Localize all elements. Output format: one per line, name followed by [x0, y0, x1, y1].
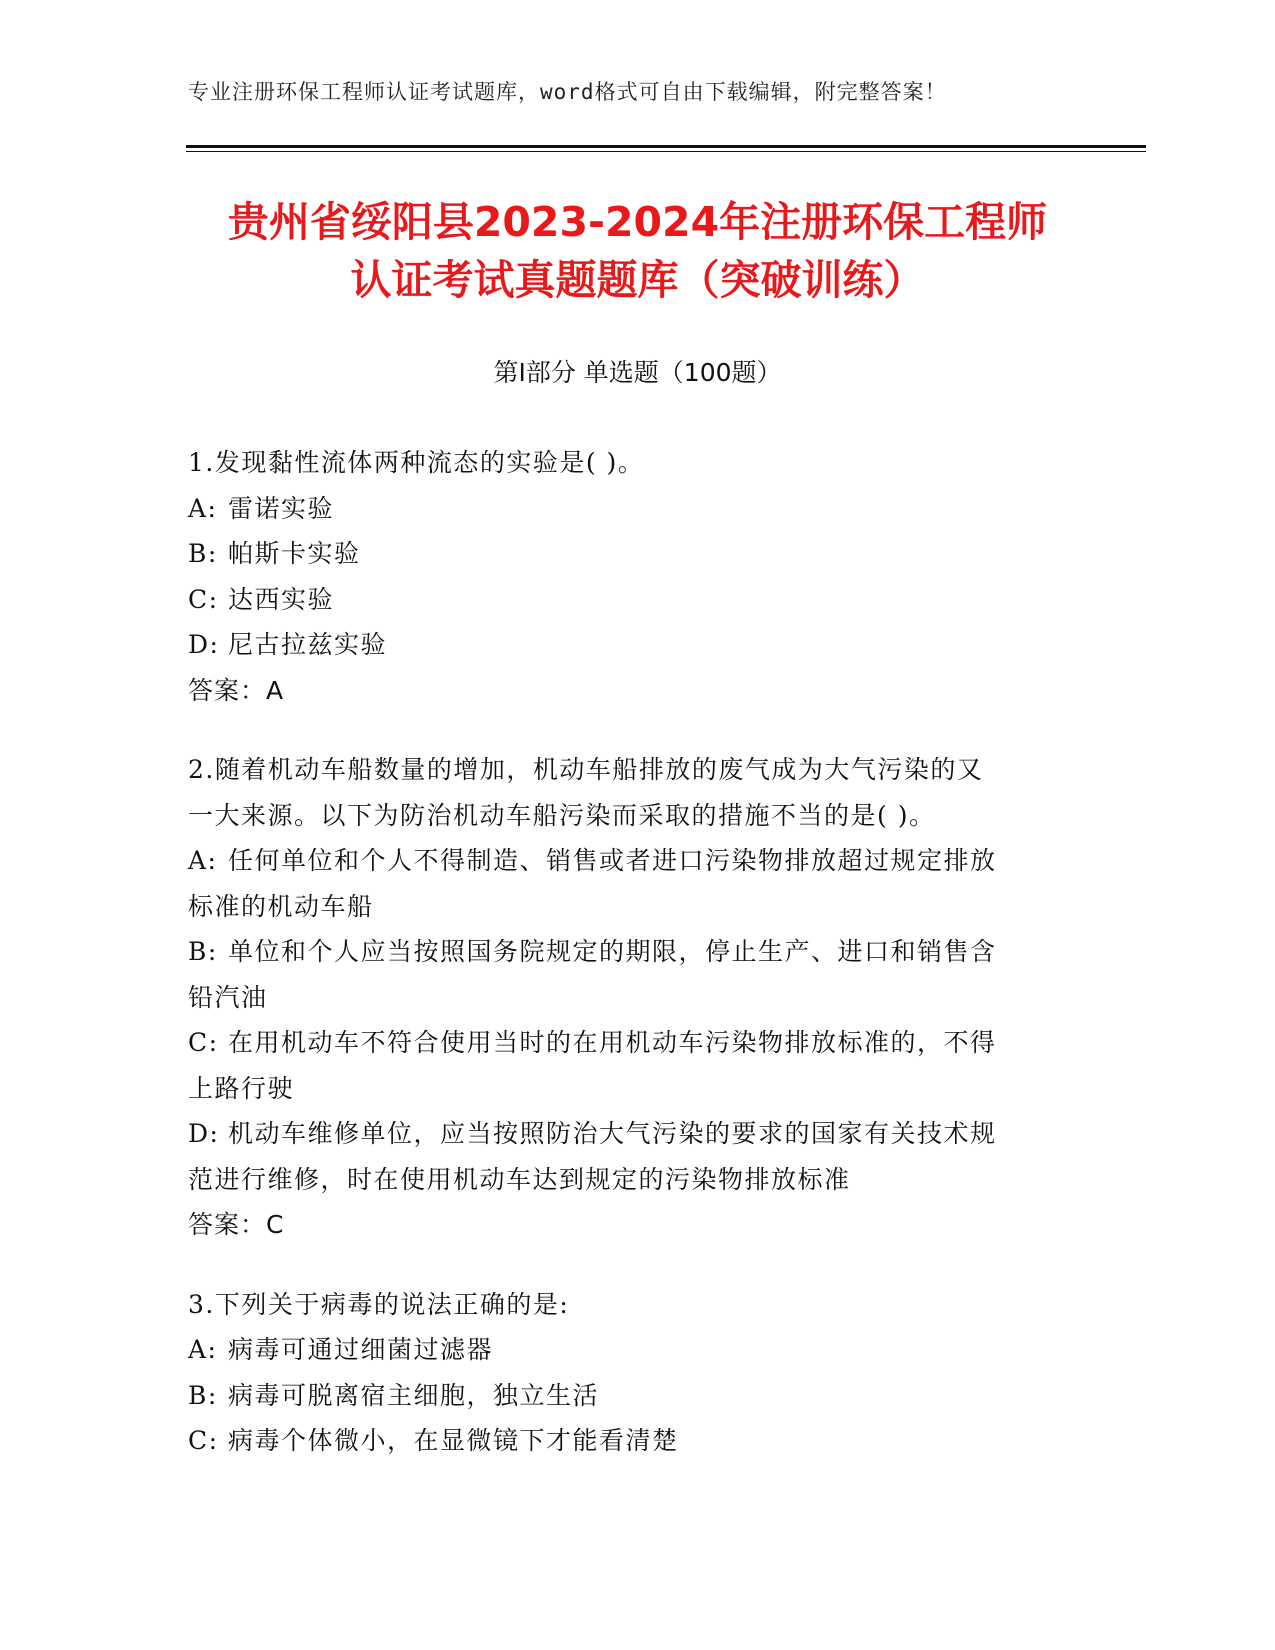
question-3	[188, 1282, 1078, 1464]
question-option	[188, 838, 1078, 884]
question-option	[188, 929, 1078, 975]
option-label: B:	[188, 1380, 218, 1410]
option-label: B:	[188, 539, 218, 568]
question-option	[188, 577, 1078, 623]
question-option	[188, 975, 1078, 1021]
option-label: A:	[188, 493, 218, 523]
question-stem: 2.随着机动车船数量的增加，机动车船排放的废气成为大气污染的又	[188, 755, 984, 784]
question-option	[188, 884, 1078, 930]
answer-line	[188, 1202, 1078, 1248]
option-text: 病毒可脱离宿主细胞，独立生活	[228, 1380, 600, 1410]
option-label: B:	[188, 937, 218, 966]
answer-label: 答案：	[188, 1210, 267, 1239]
option-text: 雷诺实验	[228, 493, 335, 523]
option-label: C:	[188, 584, 219, 614]
option-label: C:	[188, 1028, 219, 1057]
option-label: A:	[188, 1335, 218, 1364]
option-label: D:	[188, 630, 220, 659]
question-option	[188, 486, 1078, 532]
question-option	[188, 1418, 1078, 1464]
question-1	[188, 440, 1078, 713]
question-option	[188, 1373, 1078, 1419]
option-label: D:	[188, 1119, 220, 1148]
option-text: 任何单位和个人不得制造、销售或者进口污染物排放超过规定排放	[228, 846, 997, 875]
option-label: A:	[188, 846, 218, 875]
header-note: 专业注册环保工程师认证考试题库，word格式可自由下载编辑，附完整答案！	[188, 80, 947, 104]
question-list	[188, 440, 1078, 1498]
option-text: 范进行维修，时在使用机动车达到规定的污染物排放标准	[188, 1164, 851, 1194]
option-text: 帕斯卡实验	[228, 539, 361, 568]
question-option	[188, 1111, 1078, 1157]
question-option	[188, 1157, 1078, 1203]
option-text: 标准的机动车船	[188, 891, 374, 921]
header-rule-thick	[186, 145, 1146, 148]
question-option	[188, 1020, 1078, 1066]
answer-line	[188, 668, 1078, 714]
header-rule-thin	[186, 151, 1146, 152]
section-heading: 第Ⅰ部分 单选题（100题）	[493, 358, 782, 387]
option-text: 病毒个体微小，在显微镜下才能看清楚	[228, 1426, 679, 1455]
option-text: 机动车维修单位，应当按照防治大气污染的要求的国家有关技术规	[228, 1119, 997, 1148]
option-label: C:	[188, 1426, 219, 1455]
question-option	[188, 622, 1078, 668]
option-text: 单位和个人应当按照国务院规定的期限，停止生产、进口和销售含	[228, 937, 997, 966]
option-text: 铅汽油	[188, 982, 268, 1012]
question-stem: 1.发现黏性流体两种流态的实验是( )。	[188, 448, 645, 477]
question-stem: 3.下列关于病毒的说法正确的是:	[188, 1289, 570, 1319]
document-title-line-2: 认证考试真题题库（突破训练）	[350, 256, 925, 304]
option-text: 尼古拉兹实验	[228, 630, 388, 659]
question-option	[188, 1066, 1078, 1112]
option-text: 在用机动车不符合使用当时的在用机动车污染物排放标准的，不得	[228, 1028, 997, 1057]
option-text: 上路行驶	[188, 1073, 295, 1103]
document-title	[150, 193, 1125, 309]
option-text: 病毒可通过细菌过滤器	[228, 1335, 494, 1364]
question-option	[188, 1327, 1078, 1373]
question-option	[188, 531, 1078, 577]
answer-value: C	[266, 1210, 285, 1239]
answer-label: 答案：	[188, 675, 267, 705]
question-stem: 一大来源。以下为防治机动车船污染而采取的措施不当的是( )。	[188, 800, 936, 830]
answer-value: A	[266, 675, 285, 705]
document-title-line-1: 贵州省绥阳县2023-2024年注册环保工程师	[227, 198, 1048, 246]
option-text: 达西实验	[228, 584, 335, 614]
question-2	[188, 747, 1078, 1248]
